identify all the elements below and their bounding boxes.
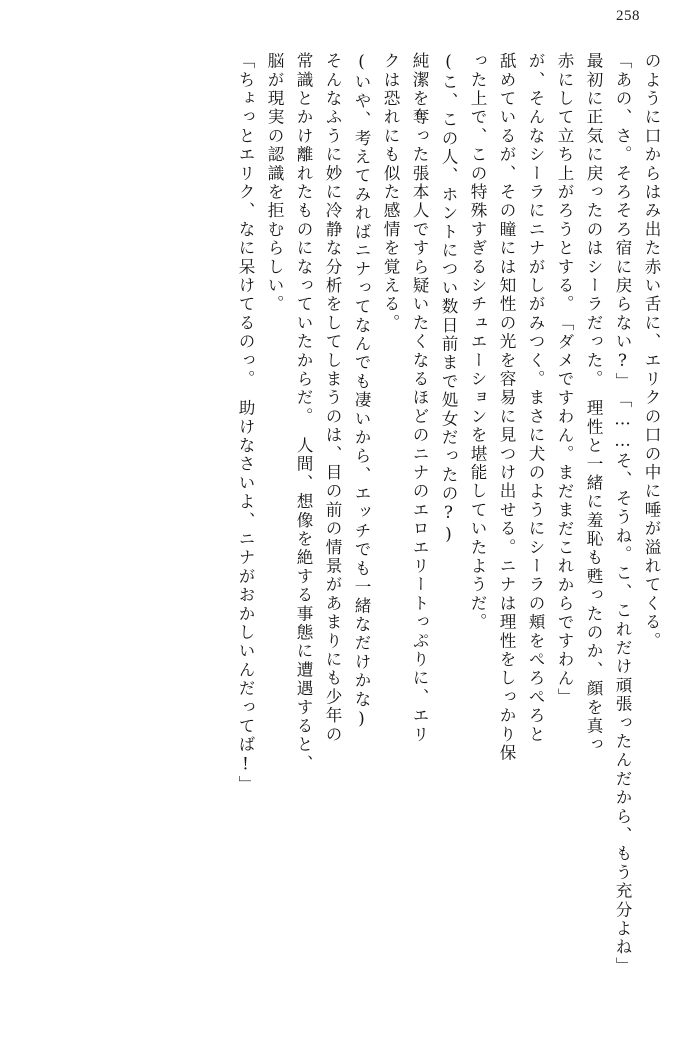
text-line: 「ダメですわん。まだまだこれからですわん」 (555, 313, 574, 707)
text-line: のように口からはみ出た赤い舌に、エリクの口の中に唾が溢れてくる。 (642, 52, 661, 651)
text-line: クは恐れにも似た感情を覚える。 (381, 52, 400, 333)
text-line: 赤にして立ち上がろうとする。 (555, 52, 574, 314)
vertical-text-body (30, 52, 666, 982)
text-line: 脳が現実の認識を拒むらしい。 (265, 52, 284, 314)
text-line: そんなふうに妙に冷静な分析をしてしまうのは、目の前の情景があまりにも少年の (323, 52, 342, 744)
text-line: 「ちょっとエリク、なに呆けてるのっ。 助けなさいよ、ニナがおかしいんだってば!」 (236, 52, 255, 795)
text-line: った上で、この特殊すぎるシチュエーションを堪能していたようだ。 (468, 52, 487, 632)
text-line: 常識とかけ離れたものになっていたからだ。 人間、想像を絶する事態に遭遇すると、 (294, 52, 313, 773)
text-line: (こ、この人、ホントについ数日前まで処女だったの?) (439, 52, 458, 546)
text-line: (いや、考えてみればニナってなんでも凄いから、エッチでも一緒なだけかな) (352, 52, 371, 730)
page-number: 258 (616, 8, 640, 24)
text-line: 純潔を奪った張本人ですら疑いたくなるほどのニナのエロエリートっぷりに、エリ (410, 52, 429, 744)
text-line: 最初に正気に戻ったのはシーラだった。 理性と一緒に羞恥も甦ったのか、顔を真っ (584, 52, 603, 755)
text-line: 「……そ、そうね。こ、これだけ頑張ったんだから、もう充分よね」 (613, 391, 632, 976)
text-line: 「あの、さ。そろそろ宿に戻らない?」 (613, 52, 632, 391)
text-line: 舐めているが、その瞳には知性の光を容易に見つけ出せる。ニナは理性をしっかり保 (497, 52, 516, 763)
text-line: が、そんなシーラにニナがしがみつく。まさに犬のようにシーラの頬をぺろぺろと (526, 52, 545, 744)
